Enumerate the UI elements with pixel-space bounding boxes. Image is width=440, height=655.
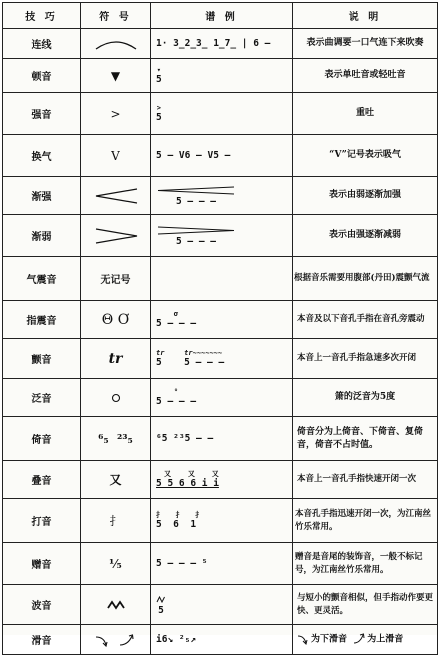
table-row (3, 625, 438, 655)
mordent-icon (107, 600, 125, 610)
technique-table (2, 2, 438, 655)
explanation: 与短小的颤音相似，但手指动作要更快、更灵活。 (293, 585, 438, 625)
example-note: 5 — — — (156, 317, 197, 329)
technique-name: 颤音 (3, 339, 81, 379)
example-note: 5 (158, 604, 164, 616)
explanation: 本音上一音孔手指快速开闭一次 (293, 461, 438, 499)
example-cell: 5 — — — ⁵ (151, 543, 293, 585)
trill-mark: tr (156, 348, 165, 357)
example-note: 5 (156, 356, 162, 368)
table-row (3, 135, 438, 177)
crescendo-icon (93, 187, 139, 205)
table-row (3, 257, 438, 301)
technique-name: 叠音 (3, 461, 81, 499)
table-row (3, 379, 438, 417)
symbol-cell (81, 177, 151, 215)
example-cell (151, 585, 293, 625)
beat-note-marks: 扌 扌 扌 (156, 510, 203, 519)
notation-technique-table (2, 2, 437, 647)
example-cell: 5 — V6 — V5 — (151, 135, 293, 177)
explanation (293, 625, 438, 655)
example-cell (151, 339, 293, 379)
explanation: 本音上一音孔手指急速多次开闭 (293, 339, 438, 379)
example-cell (151, 379, 293, 417)
accent-symbol: > (81, 93, 151, 135)
after-note-symbol: ⅟₅ (81, 543, 151, 585)
mordent-mark-icon (156, 596, 166, 603)
table-row (3, 59, 438, 93)
explanation: 赠音是音尾的装饰音，一般不标记号，为江南丝竹乐常用。 (293, 543, 438, 585)
header-technique: 技 巧 (3, 3, 81, 29)
table-row (3, 499, 438, 543)
example-note: 5 — — — (175, 235, 217, 247)
symbol-cell (81, 29, 151, 59)
no-symbol-label: 无记号 (81, 257, 151, 301)
example-cell (151, 93, 293, 135)
trill-wave-mark: tr~~~~~~~ (184, 348, 223, 357)
explanation: 表示曲调要一口气连下来吹奏 (293, 29, 438, 59)
technique-name: 赠音 (3, 543, 81, 585)
upper-grace-symbol: ⁶₅ (98, 431, 109, 446)
table-row (3, 215, 438, 257)
decrescendo-hairpin-icon (156, 226, 236, 235)
trill-symbol: tr (81, 339, 151, 379)
crescendo-hairpin-icon (156, 186, 236, 195)
compound-grace-symbol: ²³₅ (117, 431, 133, 446)
header-explanation: 说 明 (293, 3, 438, 29)
mordent-symbol (81, 585, 151, 625)
grace-note-symbol (81, 417, 151, 461)
example-cell (151, 499, 293, 543)
example-note: 5 — — — (156, 395, 197, 407)
glissando-arrows-icon (94, 632, 138, 648)
technique-name: 强音 (3, 93, 81, 135)
explanation: 本音及以下音孔手指在音孔旁震动 (293, 301, 438, 339)
double-note-symbol: 又 (81, 461, 151, 499)
example-cell (151, 461, 293, 499)
example-cell (151, 59, 293, 93)
explanation: 根据音乐需要用腹部(丹田)震颤气流 (293, 257, 438, 301)
harmonic-circle-icon (111, 393, 121, 403)
example-cell (151, 215, 293, 257)
technique-name: 倚音 (3, 417, 81, 461)
example-note: 5 6 1 (156, 518, 197, 530)
example-cell (151, 301, 293, 339)
explanation: 表示单吐音或轻吐音 (293, 59, 438, 93)
header-row (3, 3, 438, 29)
table-row (3, 93, 438, 135)
technique-name: 波音 (3, 585, 81, 625)
table-row (3, 29, 438, 59)
breath-symbol: V (81, 135, 151, 177)
explanation: 表示由强逐渐减弱 (293, 215, 438, 257)
technique-name: 气震音 (3, 257, 81, 301)
example-note: 5 — — — (175, 195, 217, 207)
table-row (3, 585, 438, 625)
double-note-marks: 又 又 又 (164, 469, 219, 478)
table-row (3, 417, 438, 461)
accent-mark: > (156, 103, 161, 112)
explanation: 箫的泛音为5度 (293, 379, 438, 417)
up-glide-label: 为上滑音 (367, 634, 404, 645)
technique-name: 打音 (3, 499, 81, 543)
example-cell: ⁶5 ²³5 — — (151, 417, 293, 461)
example-note: 5 — — — (184, 356, 225, 368)
decrescendo-icon (93, 227, 139, 245)
explanation: 重吐 (293, 93, 438, 135)
harmonic-symbol (81, 379, 151, 417)
staccato-symbol: ▼ (81, 59, 151, 93)
example-cell: i6↘ ²₅↗ (151, 625, 293, 655)
harmonic-mark: ° (173, 387, 179, 396)
table-row (3, 177, 438, 215)
slur-icon (93, 37, 139, 51)
example-note: 5 5 6 6 i i (156, 477, 219, 489)
example-cell (151, 177, 293, 215)
header-symbol: 符 号 (81, 3, 151, 29)
explanation: 本音孔手指迅速开闭一次，为江南丝竹乐常用。 (293, 499, 438, 543)
down-glide-label: 为下滑音 (311, 634, 348, 645)
table-row (3, 543, 438, 585)
table-row (3, 301, 438, 339)
finger-vibrato-symbol: Θ Ơ (81, 301, 151, 339)
technique-name: 渐弱 (3, 215, 81, 257)
example-note: 5 (156, 73, 162, 85)
header-example: 谱 例 (151, 3, 293, 29)
explanation: 表示由弱逐渐加强 (293, 177, 438, 215)
example-note: 5 (156, 111, 162, 123)
table-row (3, 339, 438, 379)
technique-name: 泛音 (3, 379, 81, 417)
example-cell: 1· 3̲2̲3̲ 1̲7̲ | 6 — (151, 29, 293, 59)
technique-name: 换气 (3, 135, 81, 177)
symbol-cell (81, 215, 151, 257)
glissando-symbol (81, 625, 151, 655)
technique-name: 滑音 (3, 625, 81, 655)
technique-name: 指震音 (3, 301, 81, 339)
staccato-mark: ▾ (156, 65, 161, 74)
explanation: 倚音分为上倚音、下倚音、复倚音，倚音不占时值。 (293, 417, 438, 461)
explanation: “V”记号表示吸气 (293, 135, 438, 177)
technique-name: 连线 (3, 29, 81, 59)
example-cell (151, 257, 293, 301)
beat-note-symbol: 扌 (81, 499, 151, 543)
table-row (3, 461, 438, 499)
vibrato-mark: ơ (173, 309, 179, 318)
technique-name: 渐强 (3, 177, 81, 215)
technique-name: 顿音 (3, 59, 81, 93)
